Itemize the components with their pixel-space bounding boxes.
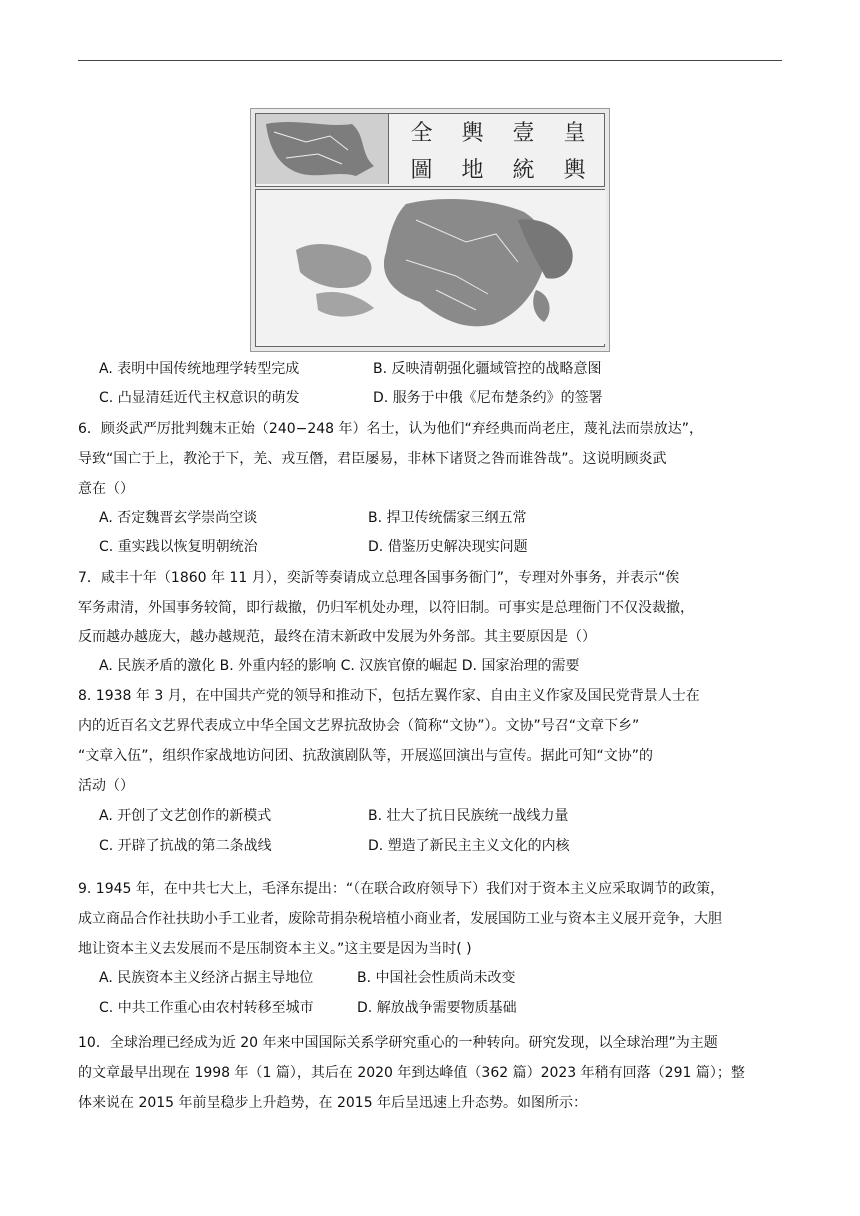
q8-option-c: C. 开辟了抗战的第二条战线 <box>99 838 272 854</box>
map-title-char: 皇 <box>563 121 586 146</box>
q8-option-d: D. 塑造了新民主主义文化的内核 <box>368 838 570 854</box>
q9-option-a: A. 民族资本主义经济占据主导地位 <box>99 970 314 986</box>
q6-option-c: C. 重实践以恢复明朝统治 <box>99 539 258 555</box>
q7-stem-line: 反而越办越庞大，越办越规范，最终在清末新政中发展为外务部。其主要原因是（） <box>78 629 596 645</box>
map-title-panel <box>255 113 605 187</box>
map-title-char: 地 <box>461 158 484 183</box>
map-title-column <box>512 116 534 184</box>
q8-option-b: B. 壮大了抗日民族统一战线力量 <box>368 808 569 824</box>
q5-option-b: B. 反映清朝强化疆域管控的战略意图 <box>373 361 602 377</box>
q9-stem-line: 地让资本主义去发展而不是压制资本主义。”这主要是因为当时( ) <box>78 941 472 957</box>
map-title-char: 統 <box>512 158 535 183</box>
q8-stem-line: “文章入伍”，组织作家战地访问团、抗敌演剧队等，开展巡回演出与宣传。据此可知“文协”的 <box>78 748 654 764</box>
q8-stem-line: 活动（） <box>78 778 134 794</box>
q6-stem-line: 6．顾炎武严厉批判魏末正始（240−248 年）名士，认为他们“弃经典而尚老庄，蔑礼法而崇放达”， <box>78 421 704 437</box>
map-figure <box>250 108 610 352</box>
q7-stem-line: 军务肃清，外国事务较简，即行裁撤，仍归军机处办理，以符旧制。可事实是总理衙门不仅没裁撤， <box>78 600 694 616</box>
q9-stem-line: 9. 1945 年，在中共七大上，毛泽东提出：“（在联合政府领导下）我们对于资本主义应采取调节的政策， <box>78 881 725 897</box>
map-title-char: 壹 <box>512 121 535 146</box>
q10-stem-line: 体来说在 2015 年前呈稳步上升趋势，在 2015 年后呈迅速上升态势。如图所示： <box>78 1095 588 1111</box>
q6-stem-line: 导致“国亡于上，教沦于下，羌、戎互僭，君臣屡易，非林下诸贤之咎而谁咎哉”。这说明顾炎武 <box>78 451 667 467</box>
map-title-char: 圖 <box>410 158 433 183</box>
map-inset <box>256 114 389 184</box>
q8-option-a: A. 开创了文艺创作的新模式 <box>99 808 272 824</box>
q6-stem-line: 意在（） <box>78 481 134 497</box>
q9-option-c: C. 中共工作重心由农村转移至城市 <box>99 1000 314 1016</box>
q8-stem-line: 8. 1938 年 3 月，在中国共产党的领导和推动下，包括左翼作家、自由主义作家及国民党背景人士在 <box>78 688 700 704</box>
q7-stem-line: 7．咸丰十年（1860 年 11 月），奕訢等奏请成立总理各国事务衙门”，专理对外事务，并表示“俟 <box>78 570 680 586</box>
map-title-char: 全 <box>410 121 433 146</box>
q6-option-a: A. 否定魏晋玄学崇尚空谈 <box>99 510 258 526</box>
header-rule <box>78 60 782 61</box>
q5-option-a: A. 表明中国传统地理学转型完成 <box>99 361 300 377</box>
q9-option-b: B. 中国社会性质尚未改变 <box>357 970 516 986</box>
map-title-column <box>563 116 585 184</box>
map-title-char: 輿 <box>461 121 484 146</box>
map-title-char: 輿 <box>563 158 586 183</box>
map-image <box>255 189 605 347</box>
q8-stem-line: 内的近百名文艺界代表成立中华全国文艺界抗敌协会（简称“文协”）。文协”号召“文章下乡” <box>78 718 640 734</box>
q6-option-b: B. 捍卫传统儒家三纲五常 <box>368 510 527 526</box>
q7-options: A. 民族矛盾的激化 B. 外重内轻的影响 C. 汉族官僚的崛起 D. 国家治理的需要 <box>99 658 580 674</box>
q6-option-d: D. 借鉴历史解决现实问题 <box>368 539 528 555</box>
q9-option-d: D. 解放战争需要物质基础 <box>357 1000 517 1016</box>
q5-option-c: C. 凸显清廷近代主权意识的萌发 <box>99 390 300 406</box>
q9-stem-line: 成立商品合作社扶助小手工业者，废除苛捐杂税培植小商业者，发展国防工业与资本主义展开竞争，大胆 <box>78 911 722 927</box>
map-title-column <box>410 116 432 184</box>
q5-option-d: D. 服务于中俄《尼布楚条约》的签署 <box>373 390 603 406</box>
map-title-column <box>461 116 483 184</box>
q10-stem-line: 的文章最早出现在 1998 年（1 篇），其后在 2020 年到达峰值（362 篇）2023 年稍有回落（291 篇）；整 <box>78 1065 745 1081</box>
q10-stem-line: 10．全球治理已经成为近 20 年来中国国际关系学研究重心的一种转向。研究发现，以全球治理”为主题 <box>78 1035 718 1051</box>
map-title <box>396 118 600 182</box>
